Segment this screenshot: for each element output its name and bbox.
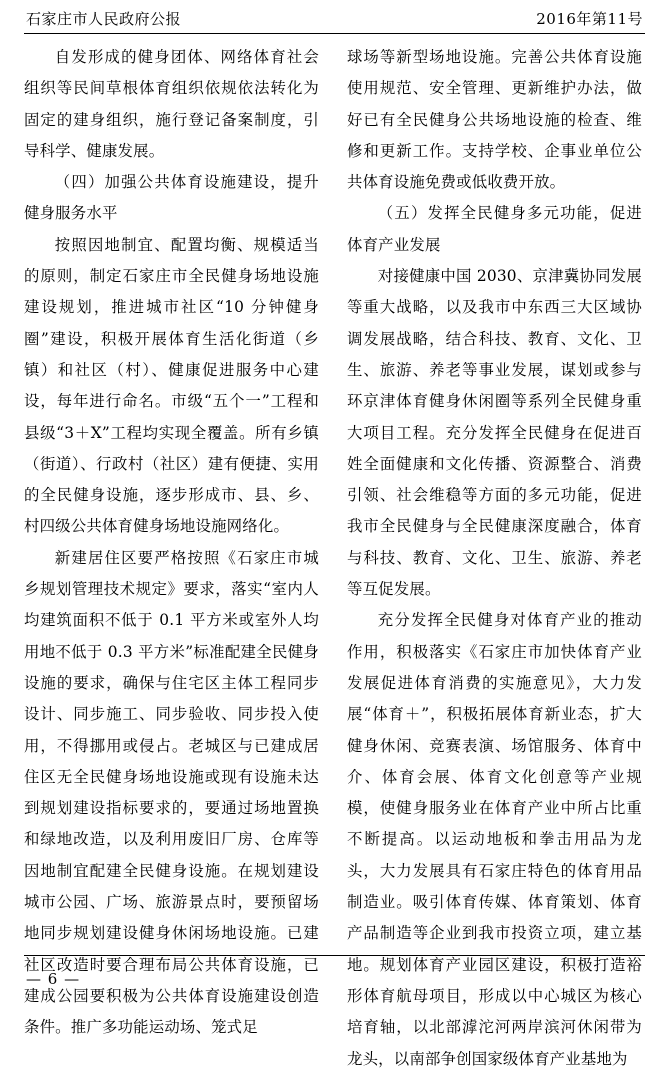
paragraph-heading: （五）发挥全民健身多元功能，促进体育产业发展 — [347, 204, 642, 254]
paragraph-heading: （四）加强公共体育设施建设，提升健身服务水平 — [24, 173, 319, 223]
paragraph: 对接健康中国 2030、京津冀协同发展等重大战略，以及我市中东西三大区域协调发展战略，结合科技、教育、文化、卫生、旅游、养老等事业发展，谋划或参与环京津体育健身休闲圈等系列全民健身重大项目工程。充分发挥全民健身在促进百姓全面健康和文化传播、资源整合、消费引领、社会维稳等方面的多元功能，促进我市全民健身与全民健康深度融合，体育与科技、教育、文化、卫生、旅游、养老等互促发展。 — [347, 267, 642, 599]
publication-title: 石家庄市人民政府公报 — [26, 10, 182, 28]
paragraph: 球场等新型场地设施。完善公共体育设施使用规范、安全管理、更新维护办法，做好已有全民健身公共场地设施的检查、维修和更新工作。支持学校、企事业单位公共体育设施免费或低收费开放。 — [347, 48, 642, 192]
page-number: — 6 — — [26, 970, 81, 988]
footer-divider — [24, 955, 645, 956]
body-columns — [24, 42, 645, 1068]
issue-number: 2016年第11号 — [536, 10, 643, 28]
header-divider — [24, 33, 645, 34]
paragraph: 新建居住区要严格按照《石家庄市城乡规划管理技术规定》要求，落实“室内人均建筑面积不低于 0.1 平方米或室外人均用地不低于 0.3 平方米”标准配建全民健身设施的要求，确保与住宅区主体工程同步设计、同步施工、同步验收、同步投入使用，不得挪用或侵占。老城区与已建成居住区无全民健身场地设施或现有设施未达到规划建设指标要求的，要通过场地置换和绿地改造，以及利用废旧厂房、仓库等因地制宜配建全民健身设施。在规划建设城市公园、广场、旅游景点时，要预留场地同步规划建设健身休闲场地设施。已建社区改造时要合理布局公共体育设施，已建成公园要积极为公共体育设施建设创造条件。推广多功能运动场、笼式足 — [24, 548, 319, 1037]
right-column — [347, 42, 642, 1068]
paragraph: 按照因地制宜、配置均衡、规模适当的原则，制定石家庄市全民健身场地设施建设规划，推进城市社区“10 分钟健身圈”建设，积极开展体育生活化街道（乡镇）和社区（村）、健康促进服务中心建设，每年进行命名。市级“五个一”工程和县级“3＋X”工程均实现全覆盖。所有乡镇（街道）、行政村（社区）建有便捷、实用的全民健身设施，逐步形成市、县、乡、村四级公共体育健身场地设施网络化。 — [24, 235, 319, 536]
paragraph: 自发形成的健身团体、网络体育社会组织等民间草根体育组织依规依法转化为固定的建身组织，施行登记备案制度，引导科学、健康发展。 — [24, 48, 319, 160]
left-column — [24, 42, 319, 1037]
paragraph: 充分发挥全民健身对体育产业的推动作用，积极落实《石家庄市加快体育产业发展促进体育消费的实施意见》，大力发展“体育＋”，积极拓展体育新业态，扩大健身休闲、竞赛表演、场馆服务、体育中介、体育会展、体育文化创意等产业规模，使健身服务业在体育产业中所占比重不断提高。以运动地板和拳击用品为龙头，大力发展具有石家庄特色的体育用品制造业。吸引体育传媒、体育策划、体育产品制造等企业到我市投资立项，建立基地。规划体育产业园区建设，积极打造裕形体育航母项目，形成以中心城区为核心培育轴，以北部滹沱河两岸滨河休闲带为龙头，以南部争创国家级体育产业基地为 — [347, 611, 642, 1068]
